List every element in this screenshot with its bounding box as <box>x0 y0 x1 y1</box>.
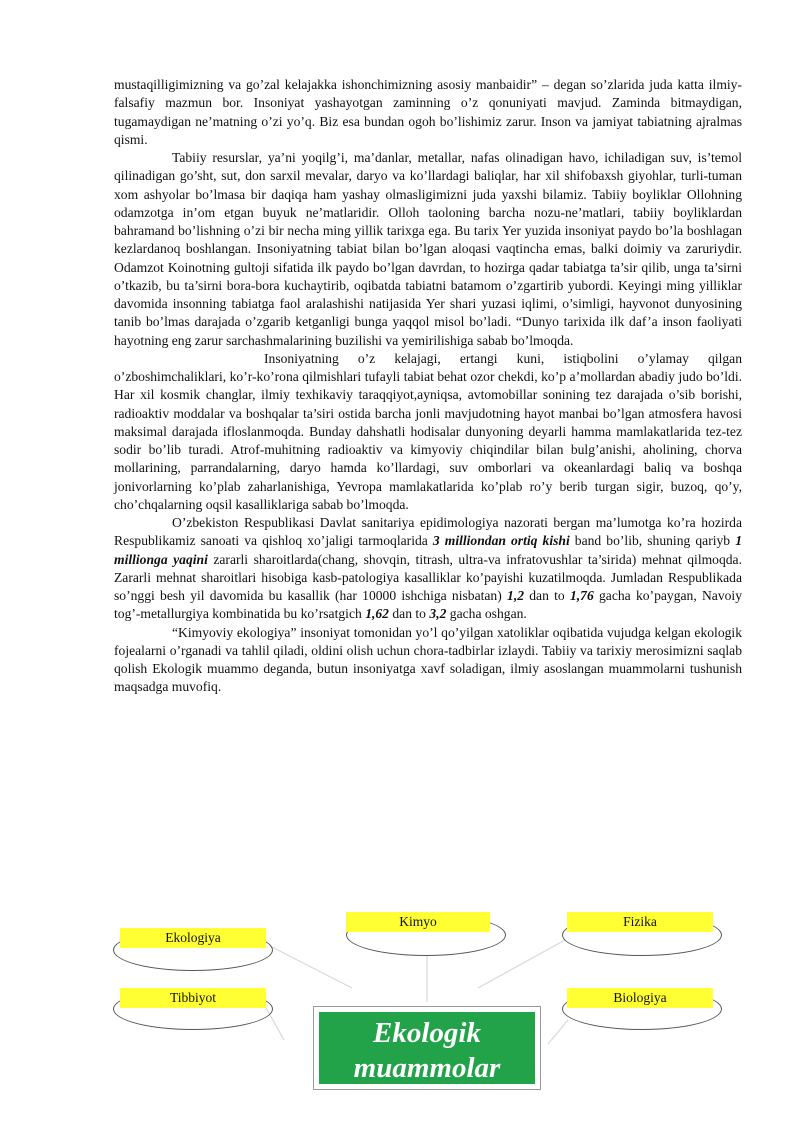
label-ekologiya: Ekologiya <box>120 928 266 948</box>
paragraph-4-text: gacha ko’paygan, Navoiy tog’-metallurgiya kombinatida bu ko’rsatgich <box>114 588 742 622</box>
paragraph-4-text: dan to <box>524 588 570 603</box>
highlight-navoiy-start: 1,62 <box>365 606 389 622</box>
center-title-line-2: muammolar <box>353 1052 501 1084</box>
arrow-ekologiya <box>270 946 352 988</box>
paragraph-3: Insoniyatning o’z kelajagi, ertangi kuni, istiqbolini o’ylamay qilgan o’zboshimchaliklari, ko’r-ko’rona qilmishlari tufayli tabiat behat ozor chekdi, ko’p a’mollardan abadiy judo bo’ldi. Har xil kosmik changlar, ilmiy texhikaviy taraqqiyot,ayniqsa, avtomobillar sonining tez darajada o’sib borishi, radioaktiv moddalar va boshqalar ta’siri ostida barcha jonli mavjudotning hayot manbai bo’lgan atmosfera havosi maksimal darajada ifloslanmoqda. Bunday dahshatli hodisalar dunyoning deyarli hamma mamlakatlarida tez-tez sodir bo’lib turadi. Atrof-muhitning radioaktiv va kimyoviy chiqindilar bilan bulg’anishi, aholining, chorva mollarining, parrandalarning, daryo hamda ko’llardagi, suv omborlari va okeanlardagi baliq va boshqa jonivorlarning ko’plab zaharlanishiga, Yevropa mamlakatlarida ko’plab ro’y berib turgan sigir, buzoq, qo’y, cho’chqalarning oqsil kasalliklariga sabab bo’lmoqda. <box>114 350 742 512</box>
center-box <box>313 1006 541 1090</box>
paragraph-4-text: band bo’lib, shuning qariyb <box>569 533 736 549</box>
label-tibbiyot: Tibbiyot <box>120 988 266 1008</box>
arrow-biologiya <box>548 1020 568 1044</box>
ecology-diagram <box>0 890 800 1131</box>
highlight-workers-count: 3 milliondan ortiq kishi <box>432 533 570 549</box>
paragraph-4-text: zararli sharoitlarda(chang, shovqin, titrash, ultra-va infratovushlar ta’sirida) mehnat qilmoqda. Zararli mehnat sharoitlari hisobiga kasb-patologiya kasalliklar ko’payishi kuzatilmoqda. Jumladan Respublikada so’nggi besh yil davomida bu kasallik (har 10000 ishchiga nisbatan) <box>114 551 742 603</box>
label-kimyo: Kimyo <box>346 912 490 932</box>
paragraph-4 <box>114 514 742 624</box>
paragraph-5: “Kimyoviy ekologiya” insoniyat tomonidan yo’l qo’yilgan xatoliklar oqibatida vujudga kelgan ekologik fojealarni o’rganadi va tahlil qiladi, oldini olish uchun chora-tadbirlar izlaydi. Tabiiy va tarixiy merosimizni saqlab qolish Ekologik muammo deganda, butun insoniyatga xavf soladigan, ilmiy asoslangan muammolarni tushunish maqsadga muvofiq. <box>114 624 742 695</box>
paragraph-4-text: dan to <box>388 606 430 622</box>
label-biologiya: Biologiya <box>567 988 713 1008</box>
highlight-rate-start: 1,2 <box>507 588 525 603</box>
paragraph-4-text: gacha oshgan. <box>446 606 527 622</box>
paragraph-4-text: O’zbekiston Respublikasi Davlat sanitariya epidimologiya nazorati bergan ma’lumotga ko’ra hozirda Respublikamiz sanoati va qishloq xo’jaligi tarmoqlarida <box>114 515 742 549</box>
center-title-line-1: Ekologik <box>373 1017 481 1049</box>
highlight-rate-end: 1,76 <box>569 588 594 603</box>
center-title <box>319 1012 535 1084</box>
paragraph-1: mustaqilligimizning va go’zal kelajakka ishonchimizning asosiy manbaidir” – degan so’zlarida juda katta ilmiy-falsafiy mazmun bor. Insoniyat yashayotgan zaminning o’z qonuniyati mavjud. Zaminda bitmaydigan, tugamaydigan ne’matning o’zi yo’q. Biz esa bundan ogoh bo’lishimiz zarur. Inson va jamiyat tabiatning ajralmas qismi. <box>114 77 742 147</box>
paragraph-2: Tabiiy resurslar, ya’ni yoqilg’i, ma’danlar, metallar, nafas olinadigan havo, ichiladigan suv, is’temol qilinadigan go’sht, sut, don sarxil mevalar, daryo va ko’llardagi baliqlar, har xil shifobaxsh giyohlar, turli-tuman xom ashyolar bo’lmasa bir daqiqa ham yashay olmasligimizni juda yaxshi bilamiz. Tabiiy boyliklar Ollohning odamzotga in’om etgan buyuk ne’matlaridir. Olloh taoloning barcha nozu-ne’matlari, tabiiy boyliklardan bahramand bo’lishning o’zi bir necha ming yillik tarixga ega. Bu tarix Yer yuzida insoniyat paydo bo’la boshlagan kezlardanoq boshlangan. Insoniyatning tabiat bilan bo’lgan aloqasi vaqtincha emas, balki doimiy va zaruriydir. Odamzot Koinotning gultoji sifatida ilk paydo bo’lgan davrdan, to hozirga qadar tabiatga ta’sir qilib, unga ta’sirni o’tkazib, bu ta’sirni bora-bora kuchaytirib, oqibatda tabiatni batamom o’zgartirib yubordi. Keyingi ming yilliklar davomida insonning tabiatga faol aralashishi natijasida Yer shari yuzasi iqlimi, o’simligi, hayvonot dunyosining tanib bo’lmas darajada o’zgarib ketganligi bunga yaqqol misol bo’ladi. “Dunyo tarixida ilk daf’a inson faoliyati hayotning eng zarur sarchashmalarining buzilishi va yemirilishiga sabab bo’lmoqda. <box>114 150 742 348</box>
label-fizika: Fizika <box>567 912 713 932</box>
document-body <box>114 76 742 697</box>
highlight-navoiy-end: 3,2 <box>429 606 447 622</box>
highlight-harmful-count: 1 millionga yaqini <box>114 533 742 567</box>
